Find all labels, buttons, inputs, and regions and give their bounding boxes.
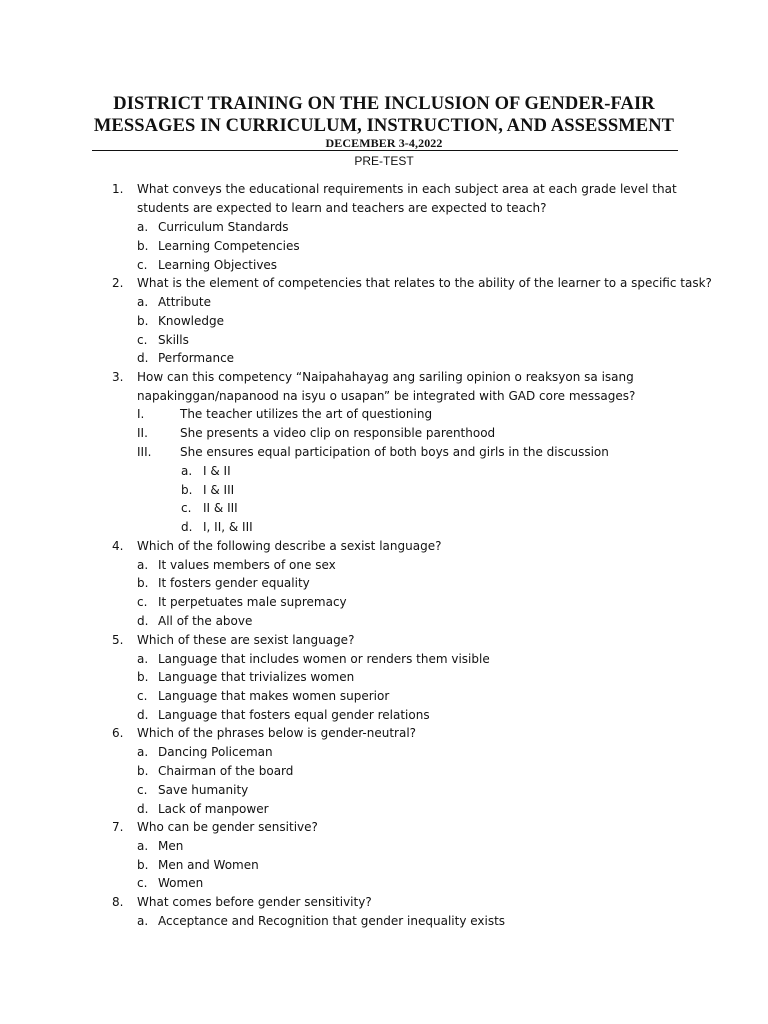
question-4-option-b: It fosters gender equality bbox=[158, 576, 310, 590]
question-2-option-b: Knowledge bbox=[158, 314, 224, 328]
question-7-number: 7. bbox=[112, 820, 124, 834]
question-8-option-a-letter: a. bbox=[137, 914, 149, 928]
question-7-option-a: Men bbox=[158, 839, 184, 853]
question-2-option-c-letter: c. bbox=[137, 333, 148, 347]
question-2-number: 2. bbox=[112, 276, 124, 290]
question-2-option-a: Attribute bbox=[158, 295, 211, 309]
question-7-option-c: Women bbox=[158, 876, 204, 890]
question-8-text-line1: What comes before gender sensitivity? bbox=[137, 895, 372, 909]
question-5-text-line1: Which of these are sexist language? bbox=[137, 633, 355, 647]
question-5-number: 5. bbox=[112, 633, 124, 647]
question-6-option-a: Dancing Policeman bbox=[158, 745, 273, 759]
test-name: PRE-TEST bbox=[354, 154, 414, 168]
question-3-text-line2: napakinggan/napanood na isyu o usapan” be integrated with GAD core messages? bbox=[137, 389, 636, 403]
question-1-option-c-letter: c. bbox=[137, 258, 148, 272]
question-3-option-a: I & II bbox=[203, 464, 231, 478]
question-6-option-d: Lack of manpower bbox=[158, 802, 269, 816]
question-2-option-d-letter: d. bbox=[137, 351, 149, 365]
question-6-text-line1: Which of the phrases below is gender-neutral? bbox=[137, 726, 417, 740]
question-7-option-c-letter: c. bbox=[137, 876, 148, 890]
header-divider bbox=[92, 150, 678, 151]
question-5-option-a: Language that includes women or renders them visible bbox=[158, 652, 490, 666]
question-6-option-b-letter: b. bbox=[137, 764, 149, 778]
question-3-statement-3: She ensures equal participation of both boys and girls in the discussion bbox=[180, 445, 609, 459]
question-6-option-c-letter: c. bbox=[137, 783, 148, 797]
question-2-option-d: Performance bbox=[158, 351, 235, 365]
question-4-option-c-letter: c. bbox=[137, 595, 148, 609]
question-1-option-c: Learning Objectives bbox=[158, 258, 278, 272]
question-3-option-c: II & III bbox=[203, 501, 238, 515]
question-4-option-a-letter: a. bbox=[137, 558, 149, 572]
question-4-option-a: It values members of one sex bbox=[158, 558, 336, 572]
question-5-option-c: Language that makes women superior bbox=[158, 689, 390, 703]
question-4-text-line1: Which of the following describe a sexist language? bbox=[137, 539, 442, 553]
question-3-number: 3. bbox=[112, 370, 124, 384]
question-4-option-b-letter: b. bbox=[137, 576, 149, 590]
document-date: DECEMBER 3-4,2022 bbox=[325, 136, 443, 150]
question-5-option-d: Language that fosters equal gender relations bbox=[158, 708, 430, 722]
question-3-statement-3-numeral: III. bbox=[137, 445, 152, 459]
question-3-text-line1: How can this competency “Naipahahayag ang sariling opinion o reaksyon sa isang bbox=[137, 370, 634, 384]
question-1-option-b-letter: b. bbox=[137, 239, 149, 253]
question-7-option-b-letter: b. bbox=[137, 858, 149, 872]
question-2-option-c: Skills bbox=[158, 333, 189, 347]
question-6-option-c: Save humanity bbox=[158, 783, 249, 797]
question-6-option-a-letter: a. bbox=[137, 745, 149, 759]
question-1-number: 1. bbox=[112, 182, 124, 196]
question-3-statement-1: The teacher utilizes the art of questioning bbox=[180, 407, 433, 421]
question-4-number: 4. bbox=[112, 539, 124, 553]
question-7-text-line1: Who can be gender sensitive? bbox=[137, 820, 318, 834]
question-1-option-a-letter: a. bbox=[137, 220, 149, 234]
question-5-option-b-letter: b. bbox=[137, 670, 149, 684]
question-3-option-c-letter: c. bbox=[181, 501, 192, 515]
question-3-option-b-letter: b. bbox=[181, 483, 193, 497]
question-6-option-d-letter: d. bbox=[137, 802, 149, 816]
question-2-option-b-letter: b. bbox=[137, 314, 149, 328]
question-3-option-b: I & III bbox=[203, 483, 235, 497]
question-7-option-a-letter: a. bbox=[137, 839, 149, 853]
question-3-option-d-letter: d. bbox=[181, 520, 193, 534]
question-6-number: 6. bbox=[112, 726, 124, 740]
question-1-option-b: Learning Competencies bbox=[158, 239, 300, 253]
question-4-option-d: All of the above bbox=[158, 614, 253, 628]
question-3-statement-1-numeral: I. bbox=[137, 407, 145, 421]
question-2-option-a-letter: a. bbox=[137, 295, 149, 309]
question-3-option-a-letter: a. bbox=[181, 464, 193, 478]
question-5-option-d-letter: d. bbox=[137, 708, 149, 722]
question-3-statement-2-numeral: II. bbox=[137, 426, 148, 440]
question-4-option-d-letter: d. bbox=[137, 614, 149, 628]
question-1-text-line2: students are expected to learn and teachers are expected to teach? bbox=[137, 201, 547, 215]
question-4-option-c: It perpetuates male supremacy bbox=[158, 595, 347, 609]
document-title-line2: MESSAGES IN CURRICULUM, INSTRUCTION, AND ASSESSMENT bbox=[93, 116, 675, 136]
question-3-option-d: I, II, & III bbox=[203, 520, 253, 534]
question-8-option-a: Acceptance and Recognition that gender inequality exists bbox=[158, 914, 506, 928]
question-8-number: 8. bbox=[112, 895, 124, 909]
question-5-option-a-letter: a. bbox=[137, 652, 149, 666]
question-2-text-line1: What is the element of competencies that relates to the ability of the learner to a specific task? bbox=[137, 276, 712, 290]
question-7-option-b: Men and Women bbox=[158, 858, 259, 872]
question-1-option-a: Curriculum Standards bbox=[158, 220, 289, 234]
question-1-text-line1: What conveys the educational requirements in each subject area at each grade level that bbox=[137, 182, 677, 196]
question-6-option-b: Chairman of the board bbox=[158, 764, 294, 778]
question-3-statement-2: She presents a video clip on responsible parenthood bbox=[180, 426, 496, 440]
question-5-option-b: Language that trivializes women bbox=[158, 670, 355, 684]
document-title-line1: DISTRICT TRAINING ON THE INCLUSION OF GENDER-FAIR bbox=[113, 94, 655, 114]
question-5-option-c-letter: c. bbox=[137, 689, 148, 703]
